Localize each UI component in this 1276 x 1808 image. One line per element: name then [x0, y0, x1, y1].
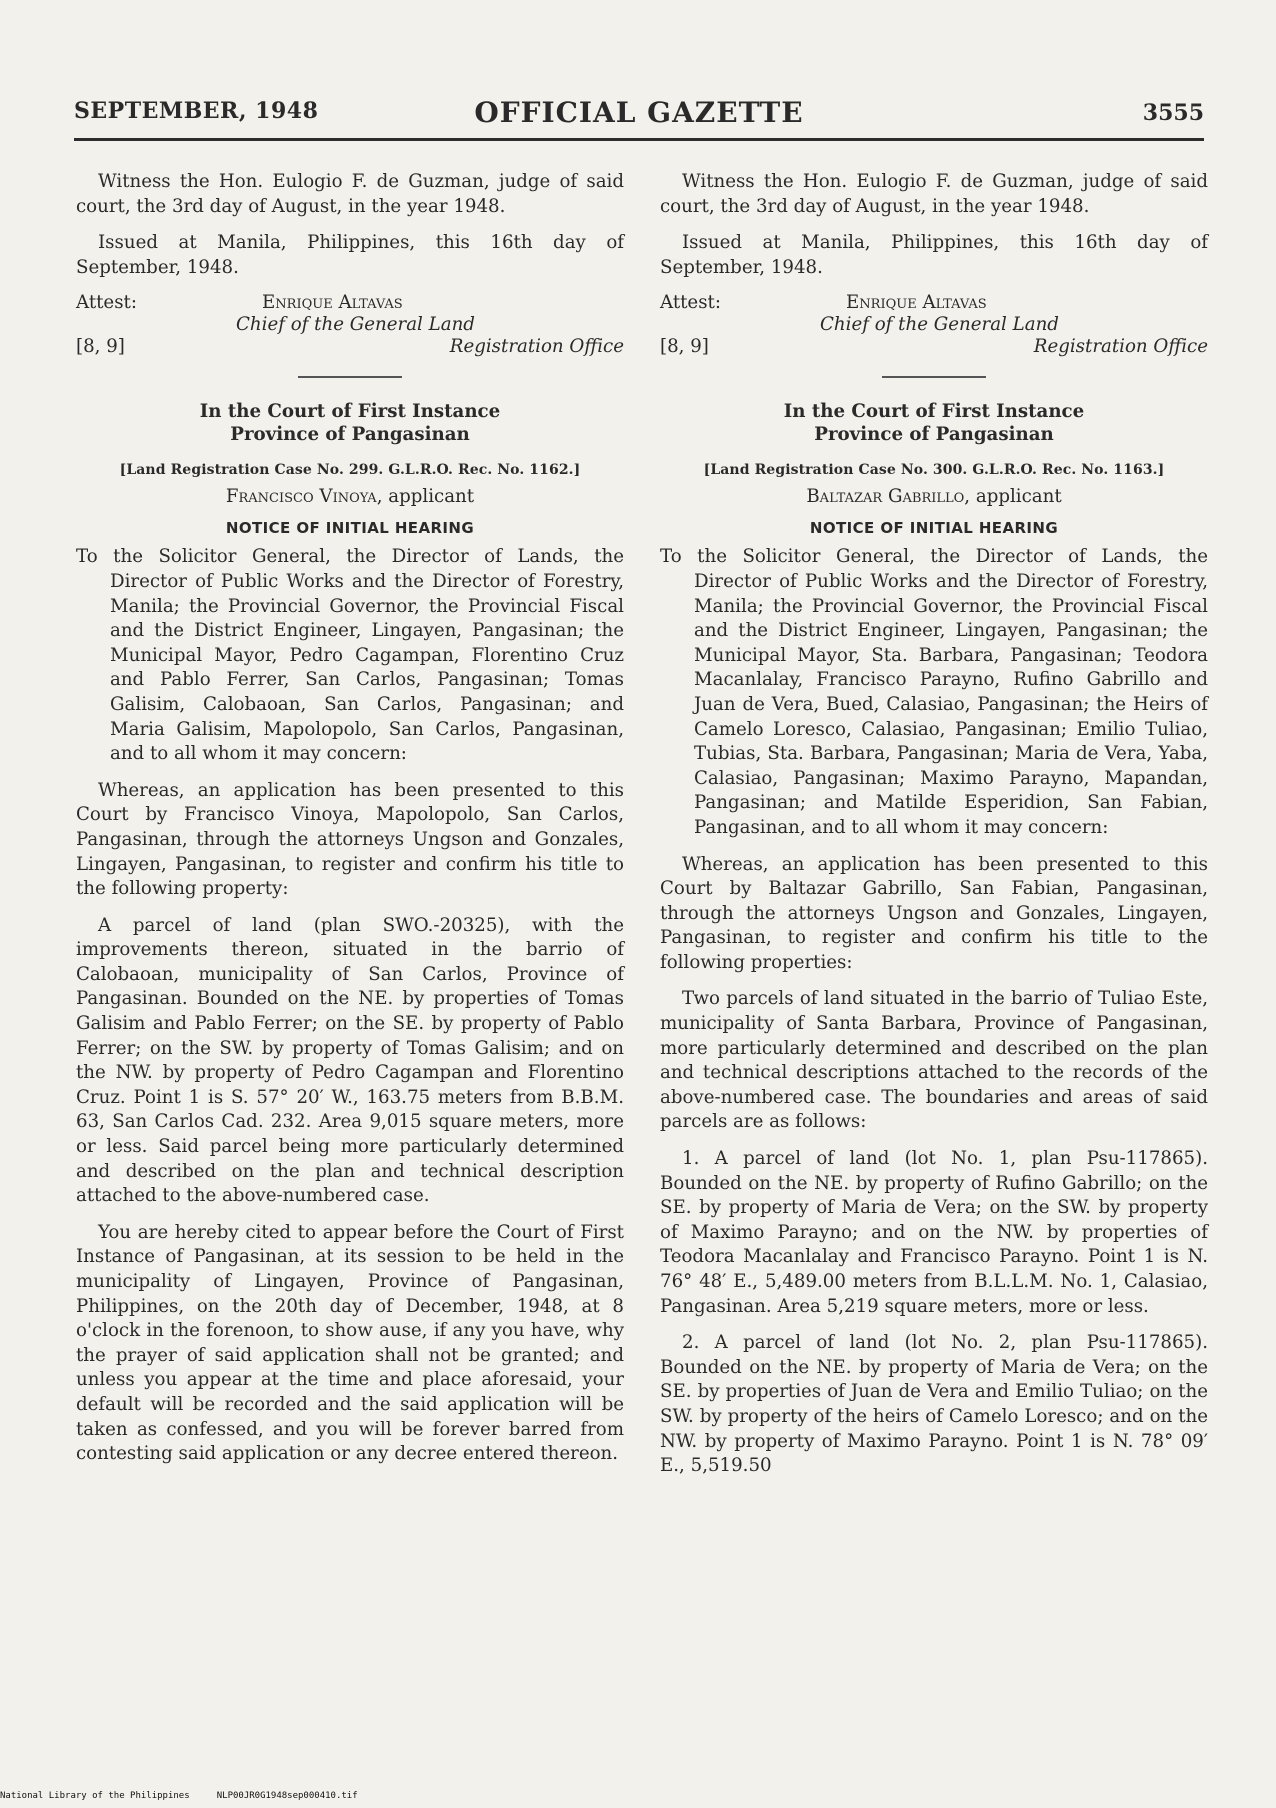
- attest-title-line1: Chief of the General Land: [236, 314, 475, 336]
- right-column: [660, 170, 1208, 1491]
- court-line2: Province of Pangasinan: [814, 424, 1054, 446]
- section-divider: [882, 376, 986, 378]
- witness-paragraph: Witness the Hon. Eulogio F. de Guzman, judge of said court, the 3rd day of August, in the year 1948.: [76, 171, 624, 217]
- page-number: 3555: [1142, 100, 1204, 126]
- applicant-name: Baltazar Gabrillo: [806, 486, 965, 508]
- parcel-1-paragraph: 1. A parcel of land (lot No. 1, plan Psu-117865). Bounded on the NE. by property of Rufino Gabrillo; on the SE. by property of Maria de Vera; on the SW. by property of Maximo Parayno; and on the NW. by properties of Teodora Macanlalay and Francisco Parayno. Point 1 is N. 76° 48′ E., 5,489.00 meters from B.L.L.M. No. 1, Calasiao, Pangasinan. Area 5,219 square meters, more or less.: [660, 1148, 1208, 1317]
- notice-heading: NOTICE OF INITIAL HEARING: [225, 519, 475, 538]
- header-date: SEPTEMBER, 1948: [74, 98, 319, 124]
- court-line1: In the Court of First Instance: [199, 401, 501, 423]
- header-title: OFFICIAL GAZETTE: [474, 96, 804, 129]
- court-heading: [660, 400, 1208, 446]
- header-rule: [74, 138, 1204, 141]
- attest-reference: [8, 9]: [76, 336, 125, 358]
- citation-paragraph: You are hereby cited to appear before the Court of First Instance of Pangasinan, at its session to be held in the municipality of Lingayen, Province of Pangasinan, Philippines, on the 20th day of December, 1948, at 8 o'clock in the forenoon, to show ause, if any you have, why the prayer of said application shall not be granted; and unless you appear at the time and place aforesaid, your default will be recorded and the said application will be taken as confessed, and you will be forever barred from contesting said application or any decree entered thereon.: [76, 1221, 624, 1465]
- issued-paragraph: Issued at Manila, Philippines, this 16th day of September, 1948.: [76, 232, 624, 278]
- parcel-paragraph: A parcel of land (plan SWO.-20325), with the improvements thereon, situated in the barrio of Calobaoan, municipality of San Carlos, Province of Pangasinan. Bounded on the NE. by properties of Tomas Galisim and Pablo Ferrer; on the SE. by property of Pablo Ferrer; on the SW. by property of Tomas Galisim; and on the NW. by property of Pedro Cagampan and Florentino Cruz. Point 1 is S. 57° 20′ W., 163.75 meters from B.B.M. 63, San Carlos Cad. 232. Area 9,015 square meters, more or less. Said parcel being more particularly determined and described on the plan and technical description attached to the above-numbered case.: [76, 914, 624, 1207]
- attest-label: Attest:: [660, 292, 721, 314]
- issued-paragraph: Issued at Manila, Philippines, this 16th day of September, 1948.: [660, 232, 1208, 278]
- applicant-suffix: , applicant: [376, 486, 475, 508]
- applicant-suffix: , applicant: [964, 486, 1062, 508]
- applicant-line: [76, 486, 624, 507]
- attest-reference: [8, 9]: [660, 336, 709, 358]
- whereas-paragraph: Whereas, an application has been presented to this Court by Francisco Vinoya, Mapolopolo, San Carlos, Pangasinan, through the attorneys Ungson and Gonzales, Lingayen, Pangasinan, to register and confirm his title to the following property:: [76, 779, 624, 900]
- addressee-paragraph: To the Solicitor General, the Director of Lands, the Director of Public Works and the Director of Forestry, Manila; the Provincial Governor, the Provincial Fiscal and the District Engineer, Lingayen, Pangasinan; the Municipal Mayor, Sta. Barbara, Pangasinan; Teodora Macanlalay, Francisco Parayno, Rufino Gabrillo and Juan de Vera, Bued, Calasiao, Pangasinan; the Heirs of Camelo Loresco, Calasiao, Pangasinan; Emilio Tuliao, Tubias, Sta. Barbara, Pangasinan; Maria de Vera, Yaba, Calasiao, Pangasinan; Maximo Parayno, Mapandan, Pangasinan; and Matilde Esperidion, San Fabian, Pangasinan, and to all whom it may concern:: [660, 546, 1208, 838]
- case-reference: [Land Registration Case No. 299. G.L.R.O. Rec. No. 1162.]: [119, 462, 581, 479]
- attest-name: Enrique Altavas: [262, 292, 403, 314]
- attest-name: Enrique Altavas: [846, 292, 987, 314]
- notice-heading: NOTICE OF INITIAL HEARING: [809, 519, 1059, 538]
- applicant-name: Francisco Vinoya: [225, 486, 377, 508]
- whereas-paragraph: Whereas, an application has been presented to this Court by Baltazar Gabrillo, San Fabian, Pangasinan, through the attorneys Ungson and Gonzales, Lingayen, Pangasinan, to register and confirm his title to the following properties:: [660, 853, 1208, 973]
- case-reference: [Land Registration Case No. 300. G.L.R.O. Rec. No. 1163.]: [703, 462, 1165, 479]
- attest-label: Attest:: [76, 292, 137, 314]
- applicant-line: [660, 486, 1208, 507]
- attest-title-line2: Registration Office: [1033, 336, 1208, 358]
- scan-footer: National Library of the Philippines NLP00JR0G1948sep000410.tif: [0, 1791, 358, 1801]
- witness-paragraph: Witness the Hon. Eulogio F. de Guzman, judge of said court, the 3rd day of August, in the year 1948.: [660, 171, 1208, 217]
- attest-title-line2: Registration Office: [449, 336, 624, 358]
- attest-block: [76, 292, 624, 358]
- left-column: [76, 170, 624, 1479]
- addressee-paragraph: To the Solicitor General, the Director of Lands, the Director of Public Works and the Director of Forestry, Manila; the Provincial Governor, the Provincial Fiscal and the District Engineer, Lingayen, Pangasinan; the Municipal Mayor, Pedro Cagampan, Florentino Cruz and Pablo Ferrer, San Carlos, Pangasinan; Tomas Galisim, Calobaoan, San Carlos, Pangasinan; and Maria Galisim, Mapolopolo, San Carlos, Pangasinan, and to all whom it may concern:: [76, 546, 624, 765]
- page-header: [74, 92, 1204, 132]
- attest-title-line1: Chief of the General Land: [820, 314, 1059, 336]
- court-heading: [76, 400, 624, 446]
- parcels-intro-paragraph: Two parcels of land situated in the barrio of Tuliao Este, municipality of Santa Barbara, Province of Pangasinan, more particularly determined and described on the plan and technical descriptions attached to the records of the above-numbered case. The boundaries and areas of said parcels are as follows:: [660, 988, 1208, 1133]
- parcel-2-paragraph: 2. A parcel of land (lot No. 2, plan Psu-117865). Bounded on the NE. by property of Maria de Vera; on the SE. by properties of Juan de Vera and Emilio Tuliao; on the SW. by property of the heirs of Camelo Loresco; and on the NW. by property of Maximo Parayno. Point 1 is N. 78° 09′ E., 5,519.50: [660, 1332, 1208, 1477]
- section-divider: [298, 376, 402, 378]
- court-line2: Province of Pangasinan: [230, 424, 470, 446]
- attest-block: [660, 292, 1208, 358]
- court-line1: In the Court of First Instance: [783, 401, 1085, 423]
